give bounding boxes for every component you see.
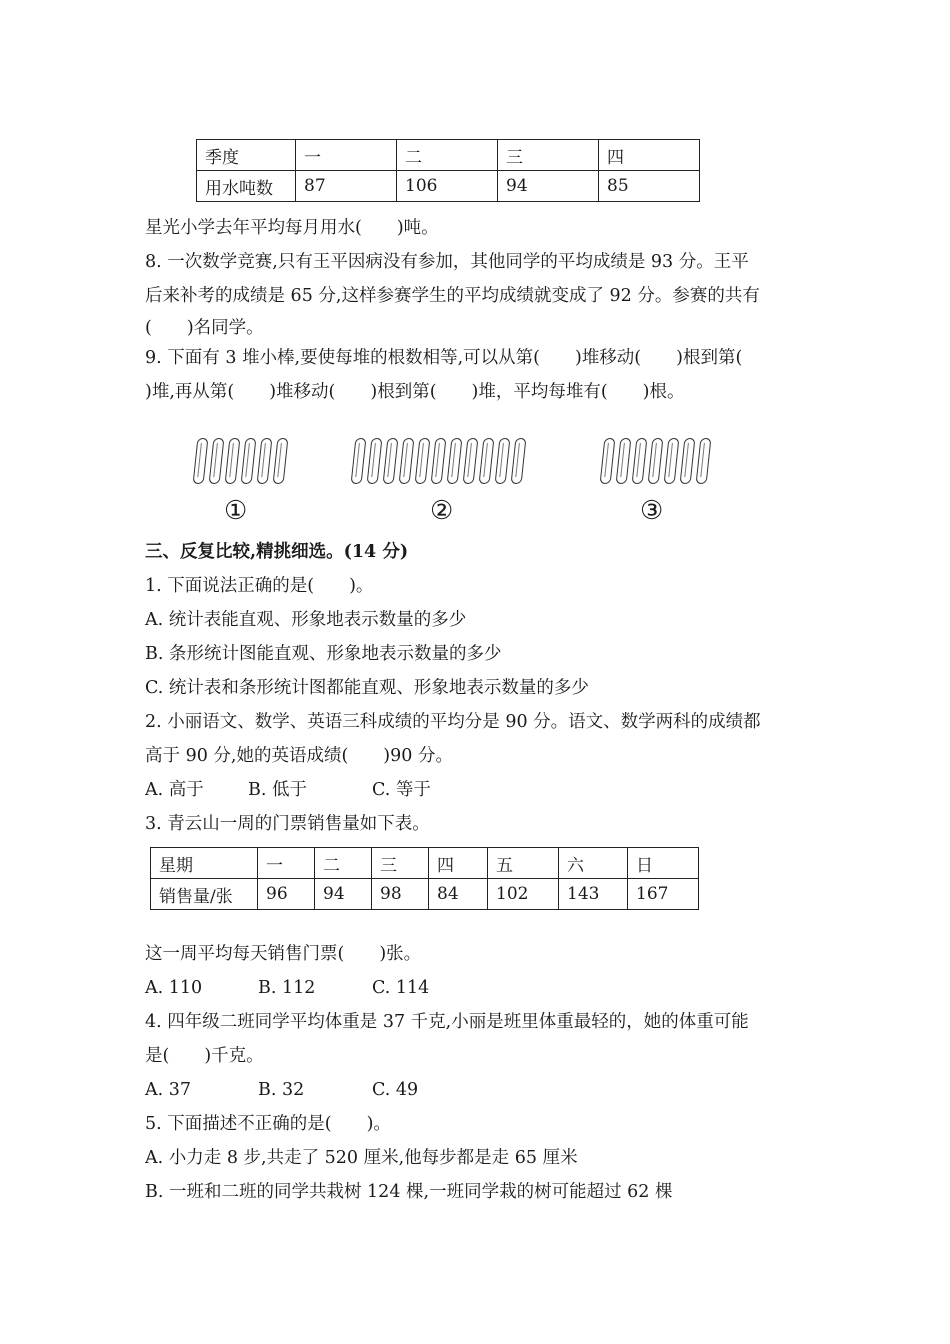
table-cell: 143 <box>559 879 628 910</box>
table-cell: 三 <box>372 848 429 879</box>
stick <box>447 438 463 484</box>
stick <box>463 438 479 484</box>
table-cell: 二 <box>397 140 498 171</box>
stick <box>273 438 289 484</box>
table-row <box>197 171 700 202</box>
stick <box>680 438 696 484</box>
stick-pile-1 <box>195 438 285 488</box>
q8-line-3: ( )名同学。 <box>145 318 264 338</box>
q3-option-b: B. 112 <box>258 978 316 998</box>
stick <box>399 438 415 484</box>
q4-stem-line-1: 4. 四年级二班同学平均体重是 37 千克,小丽是班里体重最轻的，她的体重可能 <box>145 1012 749 1032</box>
table-cell: 106 <box>397 171 498 202</box>
q9-line-1: 9. 下面有 3 堆小棒,要使每堆的根数相等,可以从第( )堆移动( )根到第( <box>145 348 743 368</box>
stick <box>383 438 399 484</box>
table-row <box>151 848 699 879</box>
stick <box>696 438 712 484</box>
q1-option-c: C. 统计表和条形统计图都能直观、形象地表示数量的多少 <box>145 678 589 698</box>
q5-option-a: A. 小力走 8 步,共走了 520 厘米,他每步都是走 65 厘米 <box>145 1148 578 1168</box>
stick <box>351 438 367 484</box>
q1-option-a: A. 统计表能直观、形象地表示数量的多少 <box>145 610 467 630</box>
table-cell: 星期 <box>151 848 258 879</box>
stick <box>511 438 527 484</box>
table-cell: 四 <box>599 140 700 171</box>
q4-stem-line-2: 是( )千克。 <box>145 1046 264 1066</box>
q1-option-b: B. 条形统计图能直观、形象地表示数量的多少 <box>145 644 502 664</box>
table-cell: 87 <box>296 171 397 202</box>
stick <box>616 438 632 484</box>
table-cell: 94 <box>315 879 372 910</box>
table-cell: 用水吨数 <box>197 171 296 202</box>
q7-question: 星光小学去年平均每月用水( )吨。 <box>145 218 439 238</box>
ticket-sales-table <box>150 847 699 910</box>
stick <box>664 438 680 484</box>
q8-line-2: 后来补考的成绩是 65 分,这样参赛学生的平均成绩就变成了 92 分。参赛的共有 <box>145 286 760 306</box>
table-cell: 98 <box>372 879 429 910</box>
pile-label-2: ② <box>430 496 454 526</box>
table-cell: 167 <box>628 879 699 910</box>
q2-stem-line-2: 高于 90 分,她的英语成绩( )90 分。 <box>145 746 453 766</box>
stick-pile-3 <box>602 438 712 488</box>
q2-option-b: B. 低于 <box>248 780 307 800</box>
table-cell: 销售量/张 <box>151 879 258 910</box>
table-cell: 六 <box>559 848 628 879</box>
table-cell: 三 <box>498 140 599 171</box>
table-cell: 85 <box>599 171 700 202</box>
q2-option-c: C. 等于 <box>372 780 431 800</box>
q4-option-c: C. 49 <box>372 1080 419 1100</box>
table-cell: 94 <box>498 171 599 202</box>
pile-label-1: ① <box>224 496 248 526</box>
stick <box>648 438 664 484</box>
table-cell: 一 <box>258 848 315 879</box>
table-cell: 季度 <box>197 140 296 171</box>
q5-stem: 5. 下面描述不正确的是( )。 <box>145 1114 391 1134</box>
q3-stem: 3. 青云山一周的门票销售量如下表。 <box>145 814 430 834</box>
q2-option-a: A. 高于 <box>145 780 204 800</box>
q3-option-c: C. 114 <box>372 978 430 998</box>
q9-line-2: )堆,再从第( )堆移动( )根到第( )堆，平均每堆有( )根。 <box>145 382 685 402</box>
q3-question: 这一周平均每天销售门票( )张。 <box>145 944 422 964</box>
stick <box>632 438 648 484</box>
stick <box>209 438 225 484</box>
table-cell: 五 <box>488 848 559 879</box>
stick <box>193 438 209 484</box>
stick <box>495 438 511 484</box>
table-cell: 四 <box>429 848 488 879</box>
stick <box>600 438 616 484</box>
q4-option-a: A. 37 <box>145 1080 192 1100</box>
table-cell: 二 <box>315 848 372 879</box>
q4-option-b: B. 32 <box>258 1080 305 1100</box>
pile-label-3: ③ <box>640 496 664 526</box>
stick <box>367 438 383 484</box>
water-usage-table <box>196 139 700 202</box>
section-3-title: 三、反复比较,精挑细选。(14 分) <box>145 542 409 562</box>
stick <box>257 438 273 484</box>
table-cell: 一 <box>296 140 397 171</box>
table-cell: 102 <box>488 879 559 910</box>
q2-stem-line-1: 2. 小丽语文、数学、英语三科成绩的平均分是 90 分。语文、数学两科的成绩都 <box>145 712 761 732</box>
q1-stem: 1. 下面说法正确的是( )。 <box>145 576 374 596</box>
table-row <box>151 879 699 910</box>
q3-option-a: A. 110 <box>145 978 203 998</box>
table-cell: 84 <box>429 879 488 910</box>
stick-pile-2 <box>353 438 533 488</box>
table-cell: 96 <box>258 879 315 910</box>
stick <box>415 438 431 484</box>
stick <box>479 438 495 484</box>
q8-line-1: 8. 一次数学竞赛,只有王平因病没有参加，其他同学的平均成绩是 93 分。王平 <box>145 252 749 272</box>
q5-option-b: B. 一班和二班的同学共栽树 124 棵,一班同学栽的树可能超过 62 棵 <box>145 1182 673 1202</box>
stick <box>241 438 257 484</box>
stick <box>431 438 447 484</box>
stick <box>225 438 241 484</box>
table-row <box>197 140 700 171</box>
table-cell: 日 <box>628 848 699 879</box>
